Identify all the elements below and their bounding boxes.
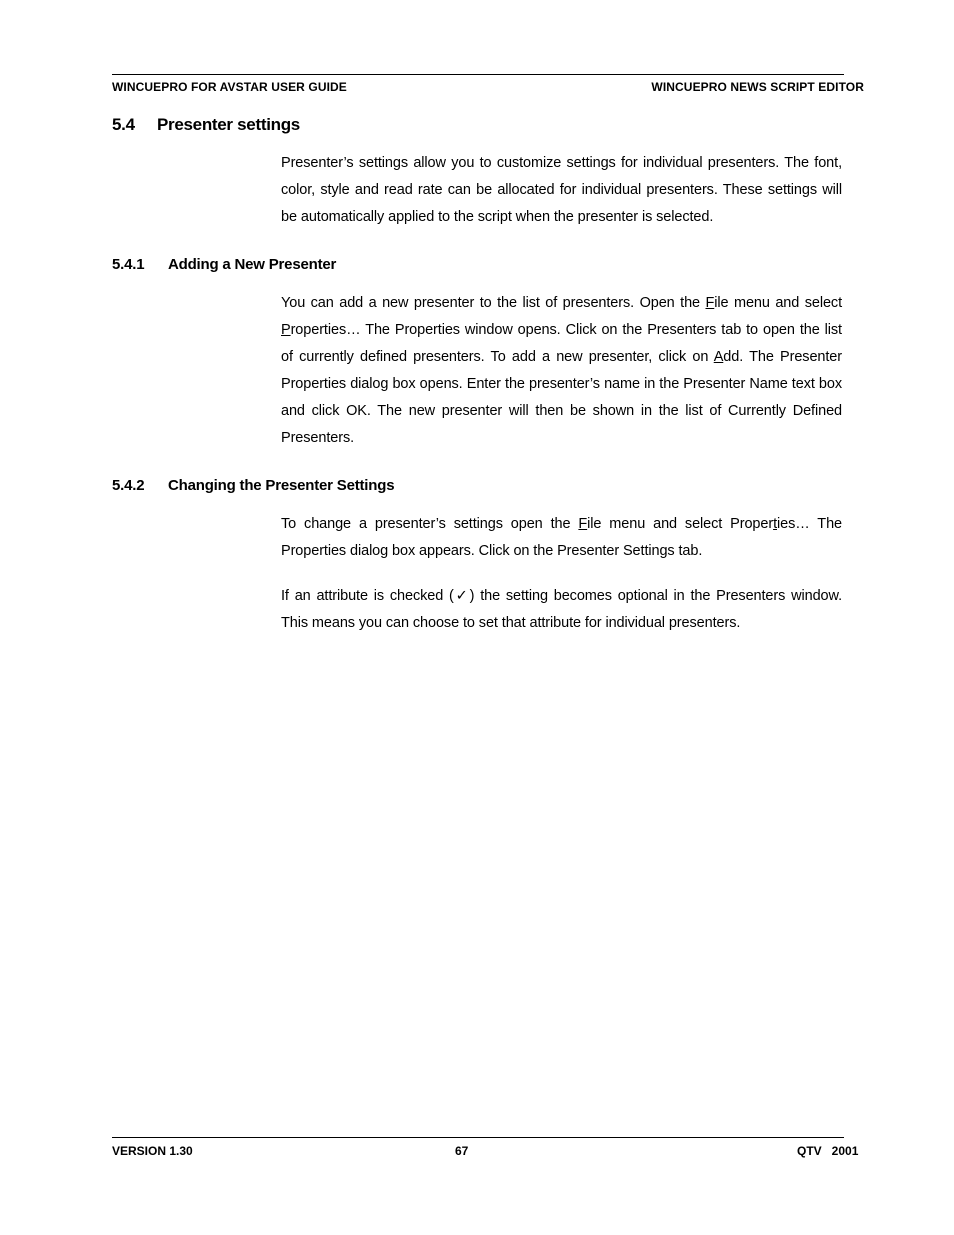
section-paragraph: Presenter’s settings allow you to customize settings for individual presenters. The font, color, style and read rate can be allocated for individual presenters. These settings will be automatically applied to the script when the presenter is selected. xyxy=(281,155,842,225)
subsection-paragraph-2a xyxy=(281,511,842,565)
subsection-title-1: Adding a New Presenter xyxy=(168,256,337,273)
underlined-accelerator: A xyxy=(713,349,724,365)
subsection-number-1: 5.4.1 xyxy=(112,256,145,273)
section-title: Presenter settings xyxy=(157,115,300,134)
underlined-accelerator: F xyxy=(578,516,588,532)
text-run: To change a presenter’s settings open the xyxy=(281,516,579,532)
underlined-accelerator: P xyxy=(281,322,291,338)
subsection-paragraph-1 xyxy=(281,290,842,452)
section-number: 5.4 xyxy=(112,115,135,134)
subsection-heading-1 xyxy=(112,256,336,273)
underlined-accelerator: t xyxy=(773,516,777,532)
text-run: roperties… The Properties window opens. Click on the Presenters tab to open the list of currently defined presenters. To add a new presenter, click on xyxy=(281,322,842,365)
subsection-paragraph-2b: If an attribute is checked (✓) the setting becomes optional in the Presenters window. This means you can choose to set that attribute for individual presenters. xyxy=(281,588,842,631)
text-run: ies… The Properties dialog box appears. Click on the Presenter Settings tab. xyxy=(281,516,842,559)
header-left: WINCUEPRO FOR AVSTAR USER GUIDE xyxy=(112,80,347,94)
footer-copyright: QTV 2001 xyxy=(797,1144,859,1158)
text-run: ile menu and select Proper xyxy=(587,516,774,532)
running-header xyxy=(112,80,864,94)
header-rule xyxy=(112,74,844,75)
subsection-title-2: Changing the Presenter Settings xyxy=(168,477,395,494)
page-number: 67 xyxy=(455,1144,469,1158)
subsection-heading-2 xyxy=(112,477,394,494)
footer-rule xyxy=(112,1137,844,1138)
subsection-number-2: 5.4.2 xyxy=(112,477,145,494)
footer-version: VERSION 1.30 xyxy=(112,1144,193,1158)
underlined-accelerator: F xyxy=(705,295,715,311)
section-heading xyxy=(112,115,300,135)
text-run: dd. The Presenter Properties dialog box opens. Enter the presenter’s name in the Presenter Name text box and click OK. The new presenter will then be shown in the list of Currently Defined Presenters. xyxy=(281,349,842,446)
text-run: You can add a new presenter to the list of presenters. Open the xyxy=(281,295,706,311)
header-right: WINCUEPRO NEWS SCRIPT EDITOR xyxy=(651,80,864,94)
text-run: ile menu and select xyxy=(714,295,842,311)
